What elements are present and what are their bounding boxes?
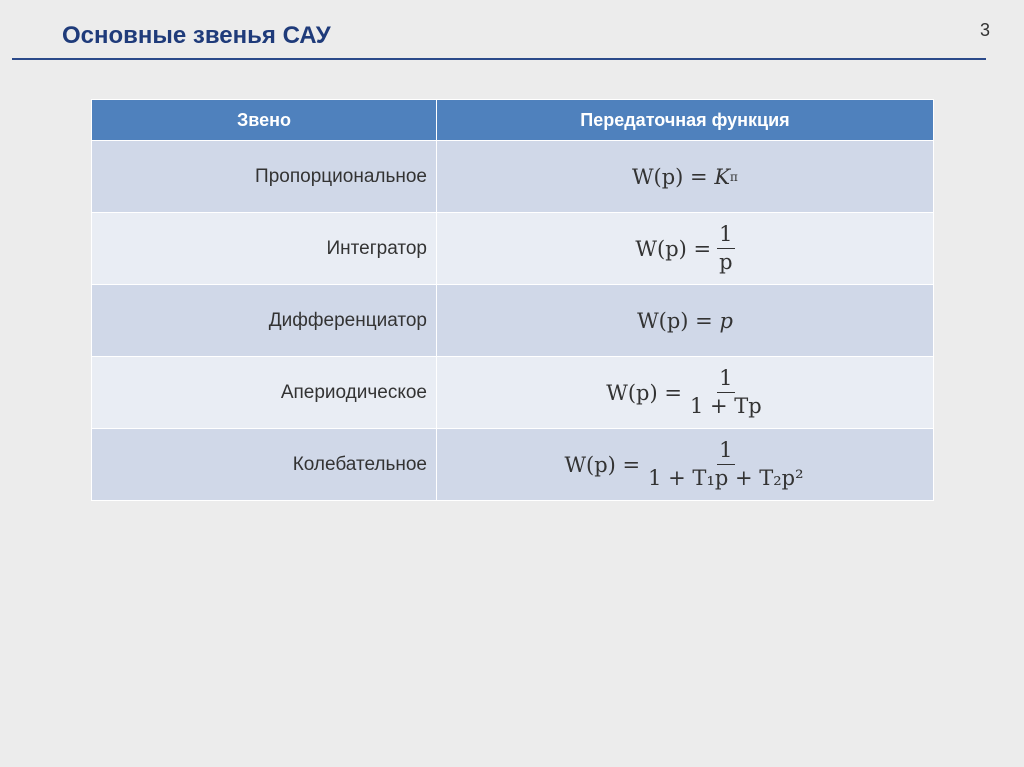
table-header-row <box>92 100 934 141</box>
table-row <box>92 285 934 357</box>
link-name: Колебательное <box>92 429 437 501</box>
formula <box>632 165 738 189</box>
formula-lhs: W(p) = <box>564 452 641 477</box>
denominator: 1 + T₁p + T₂p² <box>648 466 804 490</box>
transfer-function-table <box>91 99 934 501</box>
formula <box>606 367 763 418</box>
title-divider <box>12 58 986 60</box>
formula-lhs: W(p) = <box>606 380 682 405</box>
formula-symbol: K <box>714 164 731 189</box>
formula-cell <box>437 213 934 285</box>
header-transfer-function: Передаточная функция <box>437 100 934 141</box>
formula-lhs: W(p) = <box>637 308 713 333</box>
table-row <box>92 141 934 213</box>
link-name: Дифференциатор <box>92 285 437 357</box>
table-row <box>92 429 934 501</box>
denominator: p <box>719 250 733 274</box>
slide-title: Основные звенья САУ <box>62 22 331 49</box>
numerator: 1 <box>717 223 734 249</box>
link-name: Апериодическое <box>92 357 437 429</box>
formula-cell <box>437 357 934 429</box>
numerator: 1 <box>717 367 734 393</box>
formula-lhs: W(p) = <box>635 236 712 261</box>
formula <box>564 439 805 490</box>
formula-rhs: p <box>719 308 733 333</box>
formula-cell <box>437 285 934 357</box>
link-name: Пропорциональное <box>92 141 437 213</box>
table-row <box>92 213 934 285</box>
fraction <box>688 367 764 418</box>
numerator: 1 <box>717 439 734 465</box>
formula-cell <box>437 141 934 213</box>
formula-subscript: п <box>730 169 739 184</box>
link-name: Интегратор <box>92 213 437 285</box>
formula-lhs: W(p) = <box>631 164 708 189</box>
formula <box>635 223 734 274</box>
formula-cell <box>437 429 934 501</box>
slide-number: 3 <box>979 20 990 40</box>
header-link: Звено <box>92 100 437 141</box>
fraction <box>717 223 734 274</box>
denominator: 1 + Tp <box>689 394 762 418</box>
fraction <box>646 439 805 490</box>
table-row <box>92 357 934 429</box>
formula <box>637 309 733 333</box>
